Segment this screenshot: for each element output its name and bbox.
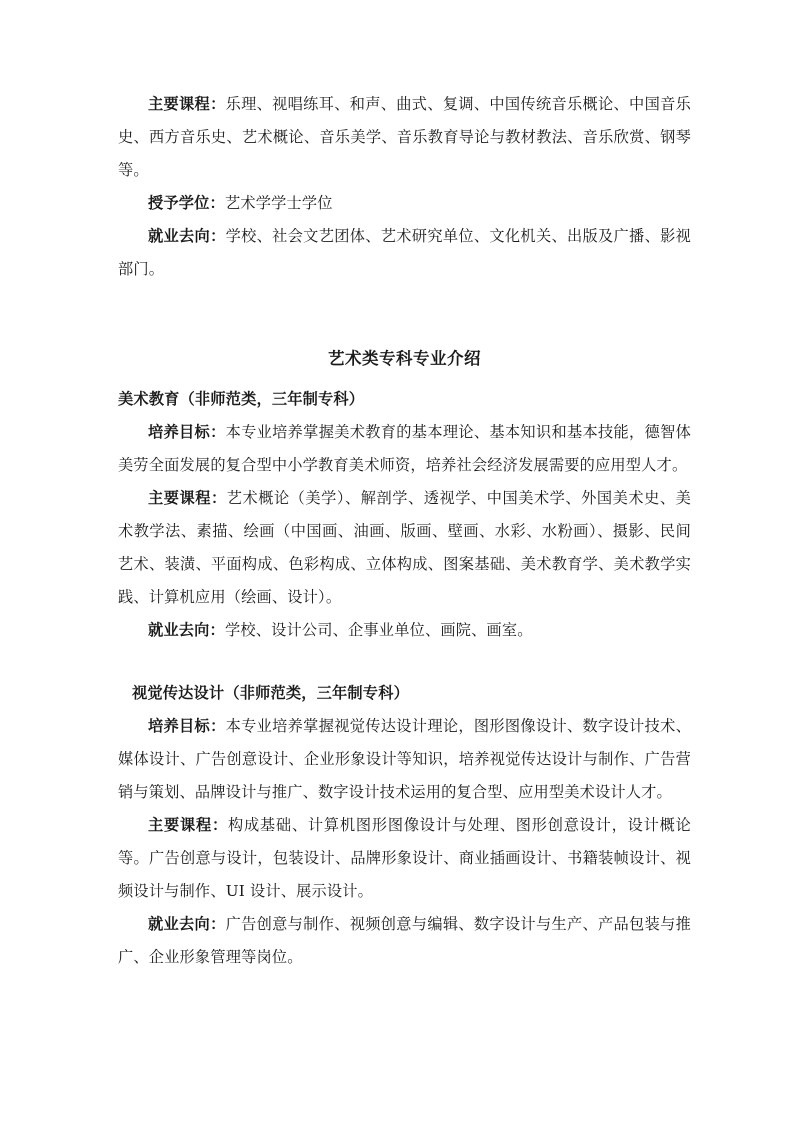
label-main-courses: 主要课程：: [148, 95, 226, 113]
major-title-1: 美术教育（非师范类，三年制专科）: [118, 390, 365, 408]
text-major2-goal: 本专业培养掌握视觉传达设计理论，图形图像设计、数字设计技术、媒体设计、广告创意设计、企业形象设计等知识，培养视觉传达设计与制作、广告营销与策划、品牌设计与推广、数字设计技术运用的复合型、应用型美术设计人才。: [118, 717, 692, 801]
paragraph-major2-employment: [118, 908, 691, 974]
text-major2-employment: 广告创意与制作、视频创意与编辑、数字设计与生产、产品包装与推广、企业形象管理等岗位。: [118, 915, 692, 966]
label-major2-employment: 就业去向：: [148, 915, 226, 933]
paragraph-major2-courses: [118, 809, 691, 908]
spacer-between-majors: [118, 647, 691, 677]
spacer-before-section-title: [118, 286, 691, 342]
text-employment: 学校、社会文艺团体、艺术研究单位、文化机关、出版及广播、影视部门。: [118, 227, 692, 278]
paragraph-degree: [118, 187, 691, 220]
text-main-courses: 乐理、视唱练耳、和声、曲式、复调、中国传统音乐概论、中国音乐史、西方音乐史、艺术概论、音乐美学、音乐教育导论与教材教法、音乐欣赏、钢琴等。: [118, 95, 692, 179]
paragraph-major1-employment: [118, 614, 691, 647]
label-major2-goal: 培养目标：: [148, 717, 226, 735]
paragraph-main-courses: [118, 88, 691, 187]
paragraph-employment: [118, 220, 691, 286]
label-major1-goal: 培养目标：: [148, 423, 226, 441]
spacer-after-section-title: [118, 375, 691, 383]
major-title-2: 视觉传达设计（非师范类，三年制专科）: [132, 684, 409, 702]
page-title: 艺术类专科专业介绍: [328, 349, 481, 368]
text-major1-employment: 学校、设计公司、企事业单位、画院、画室。: [224, 621, 533, 639]
text-major1-goal: 本专业培养掌握美术教育的基本理论、基本知识和基本技能，德智体美劳全面发展的复合型中小学教育美术师资，培养社会经济发展需要的应用型人才。: [118, 423, 692, 474]
paragraph-major1-goal: [118, 416, 691, 482]
text-major2-courses: 构成基础、计算机图形图像设计与处理、图形创意设计，设计概论等。广告创意与设计，包装设计、品牌形象设计、商业插画设计、书籍装帧设计、视频设计与制作、UI 设计、展示设计。: [118, 816, 692, 900]
paragraph-major1-courses: [118, 482, 691, 614]
label-major2-courses: 主要课程：: [148, 816, 228, 834]
label-employment: 就业去向：: [148, 227, 226, 245]
label-major1-employment: 就业去向：: [148, 621, 225, 639]
label-degree: 授予学位：: [148, 194, 225, 212]
text-major1-courses: 艺术概论（美学）、解剖学、透视学、中国美术学、外国美术史、美术教学法、素描、绘画（中国画、油画、版画、壁画、水彩、水粉画）、摄影、民间艺术、装潢、平面构成、色彩构成、立体构成、图案基础、美术教育学、美术教学实践、计算机应用（绘画、设计）。: [118, 489, 692, 606]
label-major1-courses: 主要课程：: [148, 489, 227, 507]
text-degree: 艺术学学士学位: [224, 194, 333, 212]
paragraph-major2-goal: [118, 710, 691, 809]
